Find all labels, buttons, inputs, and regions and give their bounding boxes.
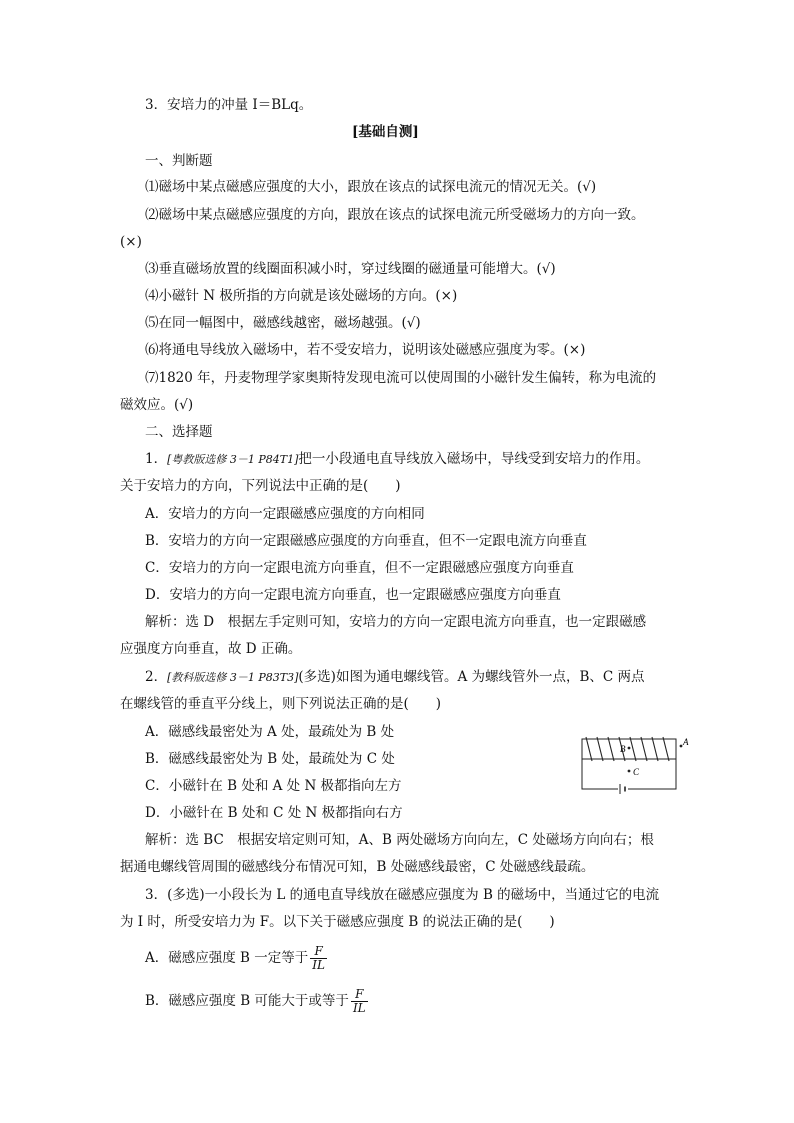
impulse-formula-line: 3．安培力的冲量 I＝BLq。: [145, 97, 313, 113]
point-c-dot: [628, 770, 631, 773]
solenoid-coil-turns: [586, 737, 669, 761]
judge-item-6: ⑹将通电导线放入磁场中，若不受安培力，说明该处磁感应强度为零。(×): [145, 342, 586, 358]
q1-analysis-line1: 解析：选 D 根据左手定则可知，安培力的方向一定跟电流方向垂直，也一定跟磁感: [145, 614, 647, 630]
q1-source: [粤教版选修 3－1 P84T1]: [167, 453, 299, 466]
q3-option-b-fraction: [351, 988, 368, 1015]
q2-option-d: D．小磁针在 B 处和 C 处 N 极都指向右方: [145, 805, 403, 821]
choice-heading: 二、选择题: [145, 424, 213, 440]
point-a-dot: [680, 745, 683, 748]
q3-stem-line1: 3．(多选)一小段长为 L 的通电直导线放在磁感应强度为 B 的磁场中，当通过它的电流: [145, 887, 660, 903]
q1-stem-line1: [145, 449, 649, 470]
judge-item-1: ⑴磁场中某点磁感应强度的大小，跟放在该点的试探电流元的情况无关。(√): [145, 179, 597, 195]
solenoid-figure: [578, 733, 698, 795]
point-c-label: C: [633, 767, 640, 777]
q3-option-b-text: B．磁感应强度 B 可能大于或等于: [145, 993, 349, 1009]
judge-item-5: ⑸在同一幅图中，磁感线越密，磁场越强。(√): [145, 315, 421, 331]
q2-analysis-line2: 据通电螺线管周围的磁感线分布情况可知，B 处磁感线最密，C 处磁感线最疏。: [120, 859, 595, 875]
q2-stem: (多选)如图为通电螺线管。A 为螺线管外一点，B、C 两点: [298, 669, 645, 685]
q2-option-c: C．小磁针在 B 处和 A 处 N 极都指向左方: [145, 778, 402, 794]
fraction-denominator: IL: [352, 1001, 366, 1015]
q2-option-b: B．磁感线最密处为 B 处，最疏处为 C 处: [145, 751, 395, 767]
q1-option-c: C．安培力的方向一定跟电流方向垂直，但不一定跟磁感应强度方向垂直: [145, 560, 574, 576]
q1-number: 1．: [145, 451, 168, 467]
point-a-label: A: [683, 737, 689, 747]
q2-stem-line2: 在螺线管的垂直平分线上，则下列说法正确的是( ): [120, 696, 442, 712]
q2-number: 2．: [145, 669, 168, 685]
point-b-label: B: [620, 744, 626, 754]
judge-item-3: ⑶垂直磁场放置的线圈面积减小时，穿过线圈的磁通量可能增大。(√): [145, 261, 556, 277]
q3-option-a-text: A．磁感应强度 B 一定等于: [145, 950, 309, 966]
q1-stem: 把一小段通电直导线放入磁场中，导线受到安培力的作用。: [298, 451, 650, 467]
q1-option-a: A．安培力的方向一定跟磁感应强度的方向相同: [145, 506, 425, 522]
fraction-numerator: F: [310, 945, 327, 959]
judge-item-4: ⑷小磁针 N 极所指的方向就是该处磁场的方向。(×): [145, 288, 458, 304]
q1-option-d: D．安培力的方向一定跟电流方向垂直，也一定跟磁感应强度方向垂直: [145, 587, 561, 603]
q3-option-b: [145, 986, 368, 1016]
judge-heading: 一、判断题: [145, 153, 213, 169]
q2-option-a: A．磁感线最密处为 A 处，最疏处为 B 处: [145, 724, 395, 740]
judge-item-7-cont: 磁效应。(√): [120, 397, 194, 413]
q1-stem-line2: 关于安培力的方向，下列说法中正确的是( ): [120, 478, 401, 494]
judge-item-7: ⑺1820 年，丹麦物理学家奥斯特发现电流可以使周围的小磁针发生偏转，称为电流的: [145, 370, 657, 386]
section-title: [基础自测]: [352, 124, 419, 140]
fraction-numerator: F: [351, 988, 368, 1002]
q3-stem-line2: 为 I 时，所受安培力为 F。以下关于磁感应强度 B 的说法正确的是( ): [120, 914, 555, 930]
q1-option-b: B．安培力的方向一定跟磁感应强度的方向垂直，但不一定跟电流方向垂直: [145, 533, 587, 549]
q3-option-a: [145, 943, 327, 973]
q3-option-a-fraction: [310, 945, 327, 972]
q2-source: [教科版选修 3－1 P83T3]: [167, 671, 299, 684]
fraction-denominator: IL: [312, 958, 325, 972]
q2-analysis-line1: 解析：选 BC 根据安培定则可知，A、B 两处磁场方向向左，C 处磁场方向向右；根: [145, 832, 654, 848]
circuit-wire: [582, 759, 676, 789]
q2-stem-line1: [145, 667, 645, 688]
q1-analysis-line2: 应强度方向垂直，故 D 正确。: [120, 641, 302, 657]
judge-item-2: ⑵磁场中某点磁感应强度的方向，跟放在该点的试探电流元所受磁场力的方向一致。: [145, 207, 645, 223]
point-b-dot: [628, 747, 631, 750]
judge-item-2-answer: (×): [120, 234, 142, 250]
